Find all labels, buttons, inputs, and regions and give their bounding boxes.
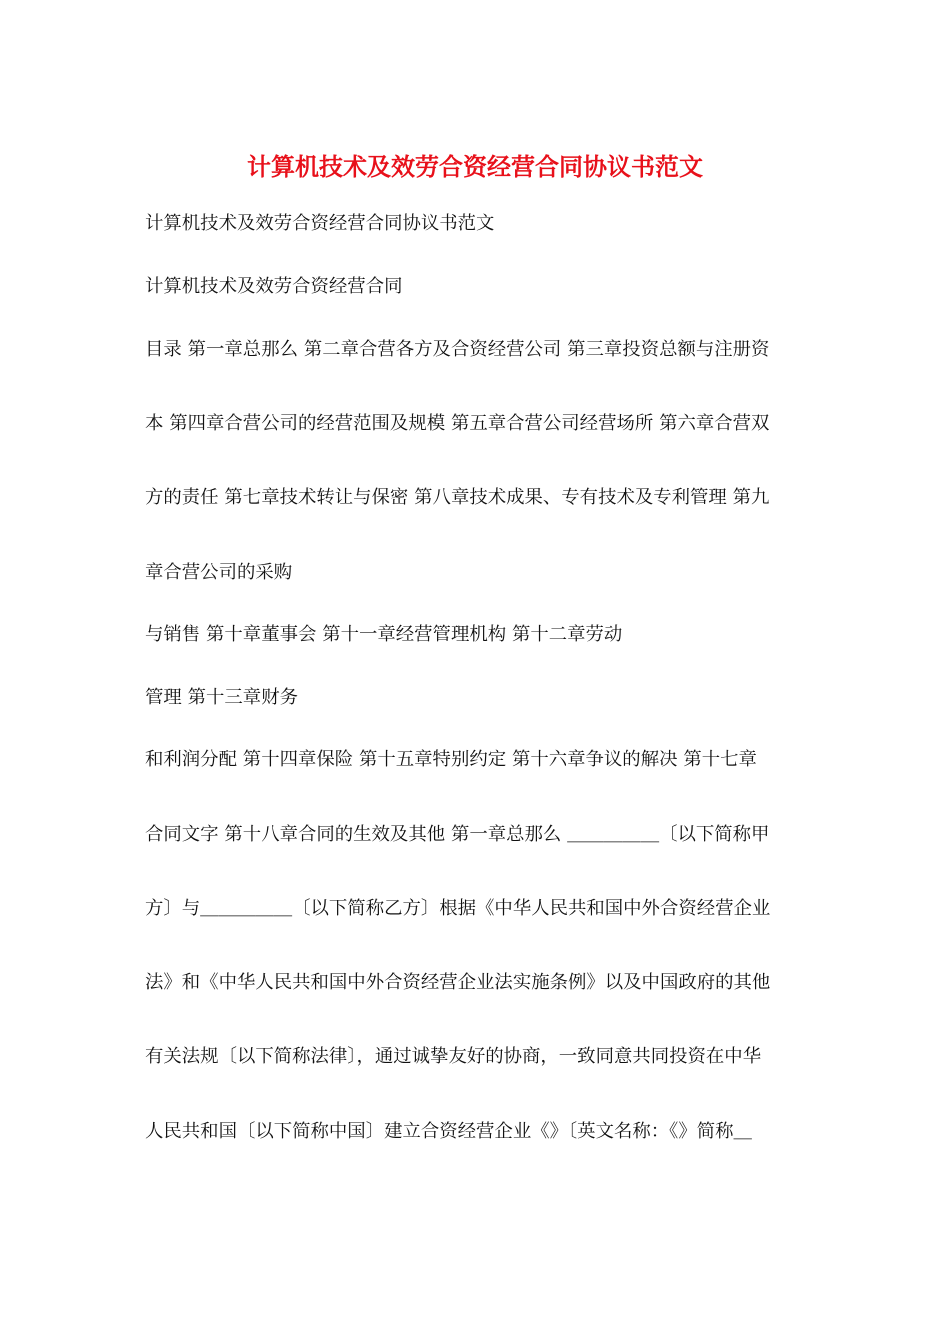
paragraph-line: 合同文字 第十八章合同的生效及其他 第一章总那么 ＿＿＿＿＿〔以下简称甲: [145, 824, 770, 845]
paragraph-line: 方〕与＿＿＿＿＿〔以下简称乙方〕根据《中华人民共和国中外合资经营企业: [145, 898, 771, 919]
paragraph-line: 管理 第十三章财务: [145, 687, 298, 708]
paragraph-line: 有关法规〔以下简称法律〕，通过诚挚友好的协商，一致同意共同投资在中华: [145, 1046, 762, 1067]
paragraph-line: 计算机技术及效劳合资经营合同协议书范文: [145, 213, 495, 234]
paragraph-line: 目录 第一章总那么 第二章合营各方及合资经营公司 第三章投资总额与注册资: [145, 339, 770, 360]
paragraph-line: 计算机技术及效劳合资经营合同: [145, 276, 403, 297]
paragraph-line: 与销售 第十章董事会 第十一章经营管理机构 第十二章劳动: [145, 624, 623, 645]
document-title: 计算机技术及效劳合资经营合同协议书范文: [247, 152, 703, 181]
paragraph-line: 方的责任 第七章技术转让与保密 第八章技术成果、专有技术及专利管理 第九: [145, 487, 770, 508]
paragraph-line: 章合营公司的采购: [145, 562, 293, 583]
paragraph-line: 法》和《中华人民共和国中外合资经营企业法实施条例》以及中国政府的其他: [145, 972, 771, 993]
paragraph-line: 人民共和国〔以下简称中国〕建立合资经营企业《》〔英文名称：《》简称＿: [145, 1121, 752, 1142]
paragraph-line: 和利润分配 第十四章保险 第十五章特别约定 第十六章争议的解决 第十七章: [145, 749, 757, 770]
paragraph-line: 本 第四章合营公司的经营范围及规模 第五章合营公司经营场所 第六章合营双: [145, 413, 770, 434]
